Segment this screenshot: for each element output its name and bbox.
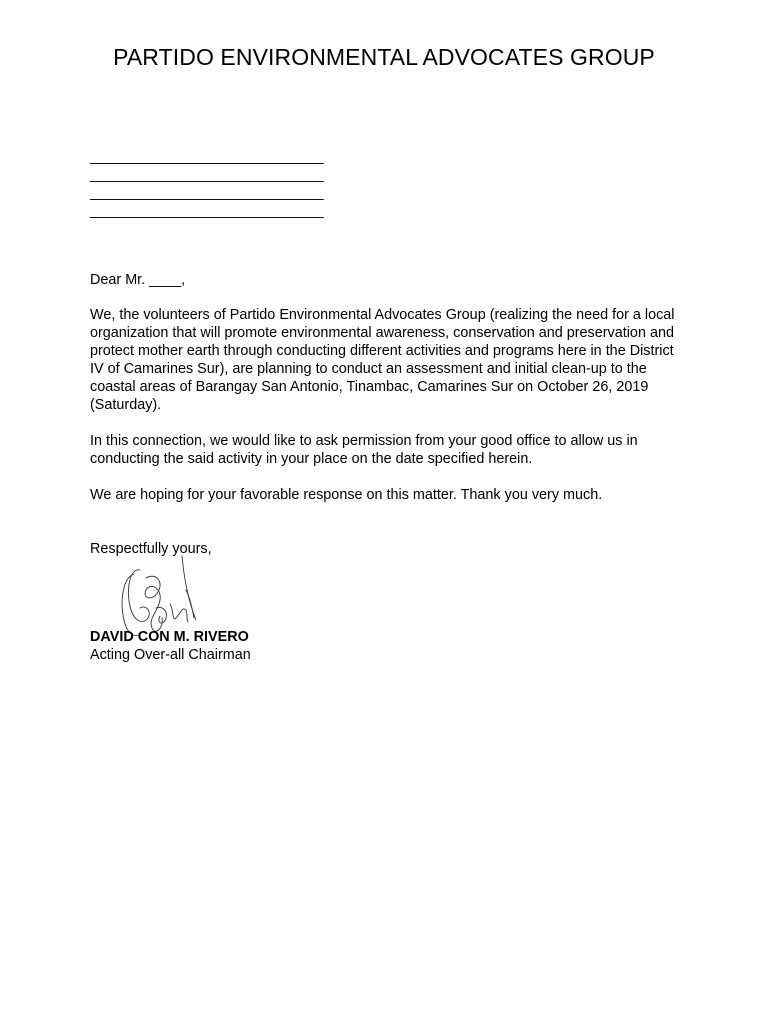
signer-name: DAVID CON M. RIVERO	[90, 629, 249, 645]
closing-line: Respectfully yours,	[90, 541, 212, 557]
signer-title: Acting Over-all Chairman	[90, 647, 251, 663]
address-line-4: ____________________________	[90, 202, 324, 219]
letter-heading: PARTIDO ENVIRONMENTAL ADVOCATES GROUP	[113, 44, 655, 70]
body-paragraph-3: We are hoping for your favorable response on this matter. Thank you very much.	[90, 487, 603, 503]
body-paragraph-1: We, the volunteers of Partido Environmental Advocates Group (realizing the need for a local organization that will promote environmental awareness, conservation and preservation and protect mother earth through conducting different activities and programs here in the District IV of Camarines Sur), are planning to conduct an assessment and initial clean-up to the coastal areas of Barangay San Antonio, Tinambac, Camarines Sur on October 26, 2019 (Saturday).	[90, 307, 675, 413]
address-line-1: ____________________________	[90, 148, 324, 165]
salutation: Dear Mr. ____,	[90, 272, 186, 288]
recipient-address-block	[90, 148, 324, 220]
body-paragraph-2: In this connection, we would like to ask permission from your good office to allow us in conducting the said activity in your place on the date specified herein.	[90, 433, 638, 467]
address-line-2: ____________________________	[90, 166, 324, 183]
address-line-3: ____________________________	[90, 184, 324, 201]
